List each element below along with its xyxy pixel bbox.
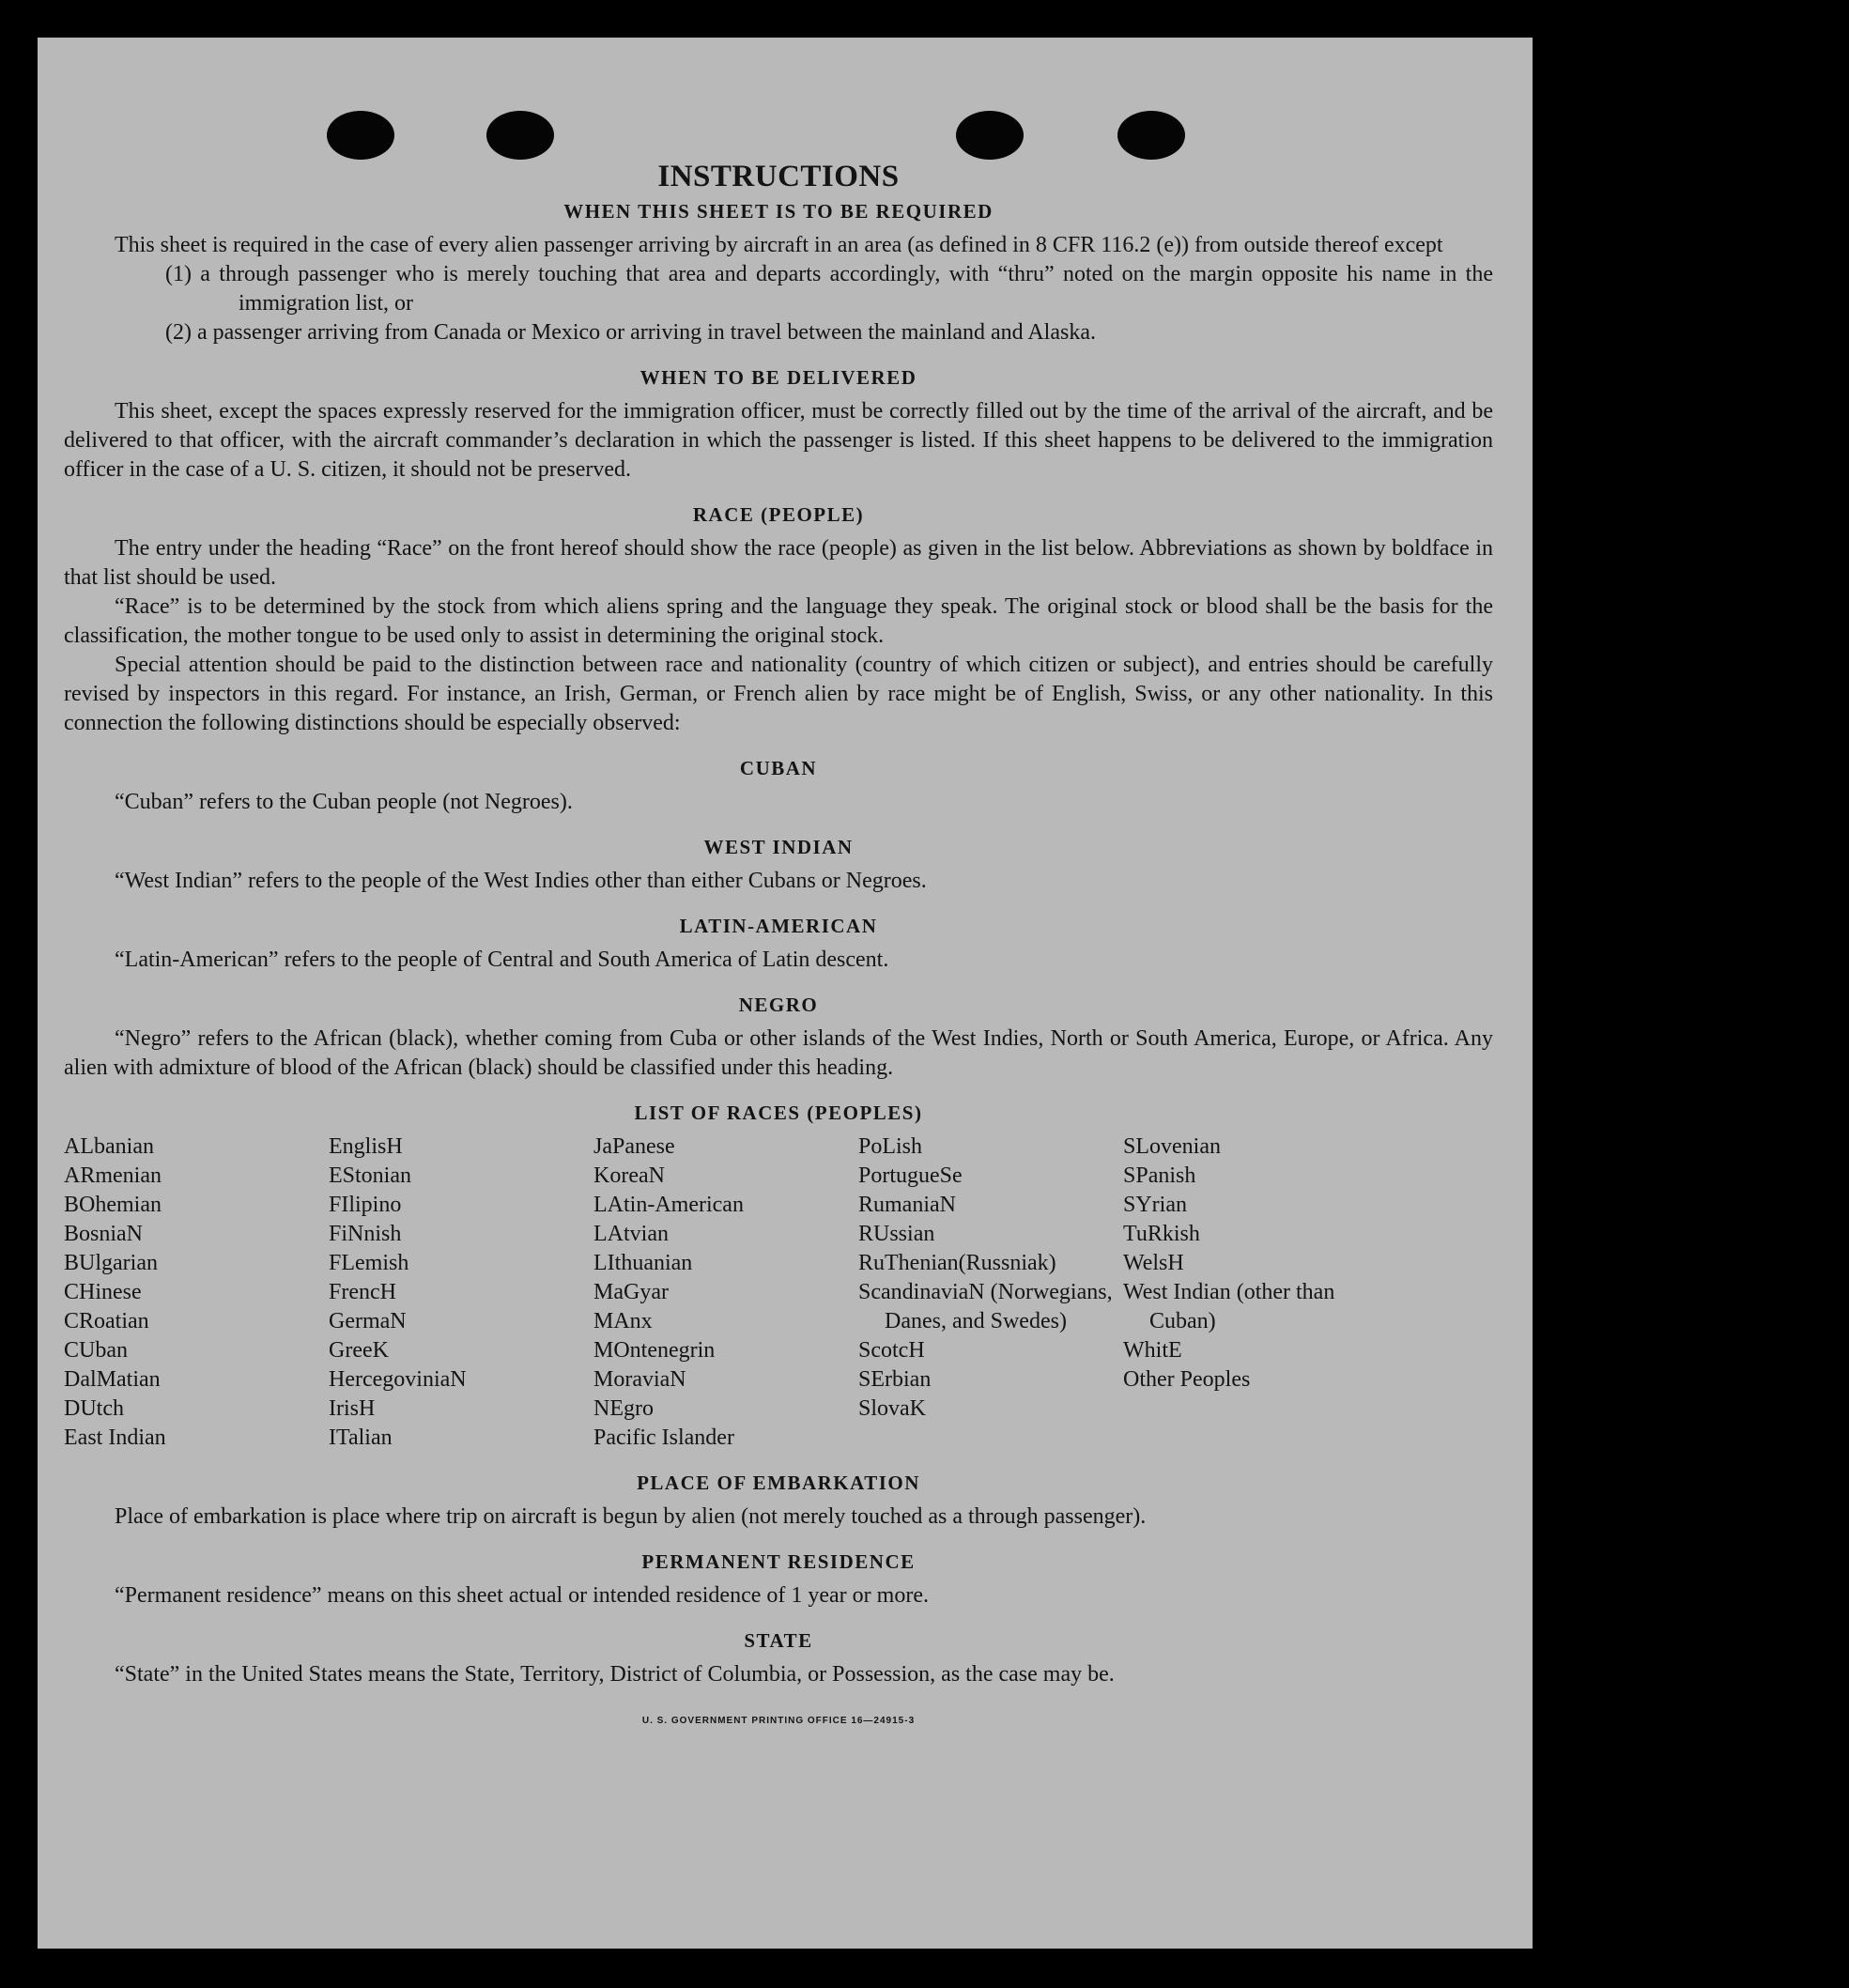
race-entry: East Indian [64, 1426, 166, 1450]
paragraph: “Cuban” refers to the Cuban people (not Negroes). [115, 790, 573, 814]
race-entry: LIthuanian [593, 1251, 693, 1275]
race-entry: WhitE [1123, 1338, 1182, 1363]
race-entry: CUban [64, 1338, 128, 1363]
section-heading: WHEN TO BE DELIVERED [639, 366, 917, 389]
race-entry: FrencH [329, 1280, 396, 1304]
paragraph: This sheet is required in the case of every alien passenger arriving by aircraft in an area (as defined in 8 CFR 116.2 (e)) from outside thereof except [115, 233, 1443, 257]
race-entry: FLemish [329, 1251, 409, 1275]
section-heading: PERMANENT RESIDENCE [641, 1550, 916, 1573]
race-entry: SPanish [1123, 1164, 1196, 1188]
races-list [64, 1133, 1493, 1453]
paragraph: “Permanent residence” means on this sheet actual or intended residence of 1 year or more. [115, 1583, 929, 1608]
race-entry: EnglisH [329, 1134, 403, 1159]
races-column [329, 1133, 593, 1453]
paragraph: “West Indian” refers to the people of the West Indies other than either Cubans or Negroes. [115, 869, 927, 893]
race-entry: GreeK [329, 1338, 389, 1363]
punch-hole [1117, 111, 1185, 160]
paragraph: “Race” is to be determined by the stock from which aliens spring and the language they speak. The original stock or blood shall be the basis for the classification, the mother tongue to be used only to assist in determining the original stock. [64, 594, 1493, 648]
race-entry: WelsH [1123, 1251, 1184, 1275]
race-entry: ARmenian [64, 1164, 162, 1188]
page-title: INSTRUCTIONS [657, 160, 900, 193]
race-entry: RUssian [858, 1222, 935, 1246]
race-entry: TuRkish [1123, 1222, 1200, 1246]
race-entry: FIlipino [329, 1193, 402, 1217]
races-column [593, 1133, 858, 1453]
punch-hole [327, 111, 394, 160]
race-entry: MAnx [593, 1309, 653, 1333]
race-entry: West Indian (other than Cuban) [1123, 1280, 1335, 1333]
paragraph: The entry under the heading “Race” on the front hereof should show the race (people) as given in the list below. Abbreviations as shown by boldface in that list should be used. [64, 536, 1493, 590]
section-heading: RACE (PEOPLE) [692, 503, 865, 526]
race-entry: GermaN [329, 1309, 407, 1333]
race-entry: SLovenian [1123, 1134, 1221, 1159]
race-entry: PoLish [858, 1134, 923, 1159]
race-entry: BOhemian [64, 1193, 162, 1217]
race-entry: MOntenegrin [593, 1338, 716, 1363]
section-heading: LATIN-AMERICAN [679, 915, 878, 937]
race-entry: SlovaK [858, 1396, 926, 1421]
race-entry: NEgro [593, 1396, 654, 1421]
races-column [1123, 1133, 1405, 1453]
race-entry: MaGyar [593, 1280, 669, 1304]
race-entry: RuThenian(Russniak) [858, 1251, 1056, 1275]
paragraph: This sheet, except the spaces expressly reserved for the immigration officer, must be correctly filled out by the time of the arrival of the aircraft, and be delivered to that officer, with the aircraft commander’s declaration in which the passenger is listed. If this sheet happens to be delivered to the immigration officer in the case of a U. S. citizen, it should not be preserved. [64, 399, 1493, 482]
printer-imprint: U. S. GOVERNMENT PRINTING OFFICE 16—24915-3 [641, 1716, 916, 1726]
race-entry: KoreaN [593, 1164, 665, 1188]
race-entry: ALbanian [64, 1134, 154, 1159]
paragraph: “Negro” refers to the African (black), whether coming from Cuba or other islands of the West Indies, North or South America, Europe, or Africa. Any alien with admixture of blood of the African (black) should be classified under this heading. [64, 1026, 1493, 1080]
section-heading: NEGRO [738, 994, 819, 1016]
race-entry: ScotcH [858, 1338, 925, 1363]
race-entry: HercegoviniaN [329, 1367, 467, 1392]
section-heading: CUBAN [739, 757, 818, 779]
race-entry: DalMatian [64, 1367, 161, 1392]
punch-hole [956, 111, 1024, 160]
paragraph: Special attention should be paid to the distinction between race and nationality (country of which citizen or subject), and entries should be carefully revised by inspectors in this regard. For instance, an Irish, German, or French alien by race might be of English, Swiss, or any other nationality. In this connection the following distinctions should be especially observed: [64, 653, 1493, 735]
paragraph: “State” in the United States means the State, Territory, District of Columbia, or Possession, as the case may be. [115, 1662, 1115, 1687]
race-entry: CRoatian [64, 1309, 149, 1333]
punch-hole [486, 111, 554, 160]
paragraph: Place of embarkation is place where trip on aircraft is begun by alien (not merely touched as a through passenger). [115, 1504, 1147, 1529]
race-entry: BUlgarian [64, 1251, 158, 1275]
race-entry: ITalian [329, 1426, 393, 1450]
list-item: (1) a through passenger who is merely touching that area and departs accordingly, with “thru” noted on the margin opposite his name in the immigration list, or [165, 262, 1493, 316]
race-entry: SYrian [1123, 1193, 1187, 1217]
race-entry: PortugueSe [858, 1164, 963, 1188]
instruction-sheet [38, 38, 1533, 1949]
list-item: (2) a passenger arriving from Canada or Mexico or arriving in travel between the mainland and Alaska. [165, 320, 1096, 345]
paragraph: “Latin-American” refers to the people of Central and South America of Latin descent. [115, 948, 889, 972]
race-entry: BosniaN [64, 1222, 143, 1246]
race-entry: CHinese [64, 1280, 142, 1304]
race-entry: ScandinaviaN (Norwegians, Danes, and Swedes) [858, 1280, 1113, 1333]
race-entry: LAtin-American [593, 1193, 744, 1217]
section-heading: PLACE OF EMBARKATION [637, 1472, 920, 1494]
section-heading: WHEN THIS SHEET IS TO BE REQUIRED [563, 200, 994, 223]
race-entry: MoraviaN [593, 1367, 686, 1392]
races-column [858, 1133, 1123, 1453]
races-column [64, 1133, 329, 1453]
race-entry: DUtch [64, 1396, 124, 1421]
race-entry: Other Peoples [1123, 1367, 1251, 1392]
race-entry: SErbian [858, 1367, 932, 1392]
race-entry: EStonian [329, 1164, 411, 1188]
section-heading: WEST INDIAN [703, 836, 854, 858]
race-entry: Pacific Islander [593, 1426, 734, 1450]
races-heading: LIST OF RACES (PEOPLES) [634, 1102, 923, 1124]
race-entry: FiNnish [329, 1222, 402, 1246]
race-entry: IrisH [329, 1396, 376, 1421]
race-entry: JaPanese [593, 1134, 675, 1159]
section-heading: STATE [744, 1629, 813, 1652]
race-entry: LAtvian [593, 1222, 669, 1246]
race-entry: RumaniaN [858, 1193, 956, 1217]
